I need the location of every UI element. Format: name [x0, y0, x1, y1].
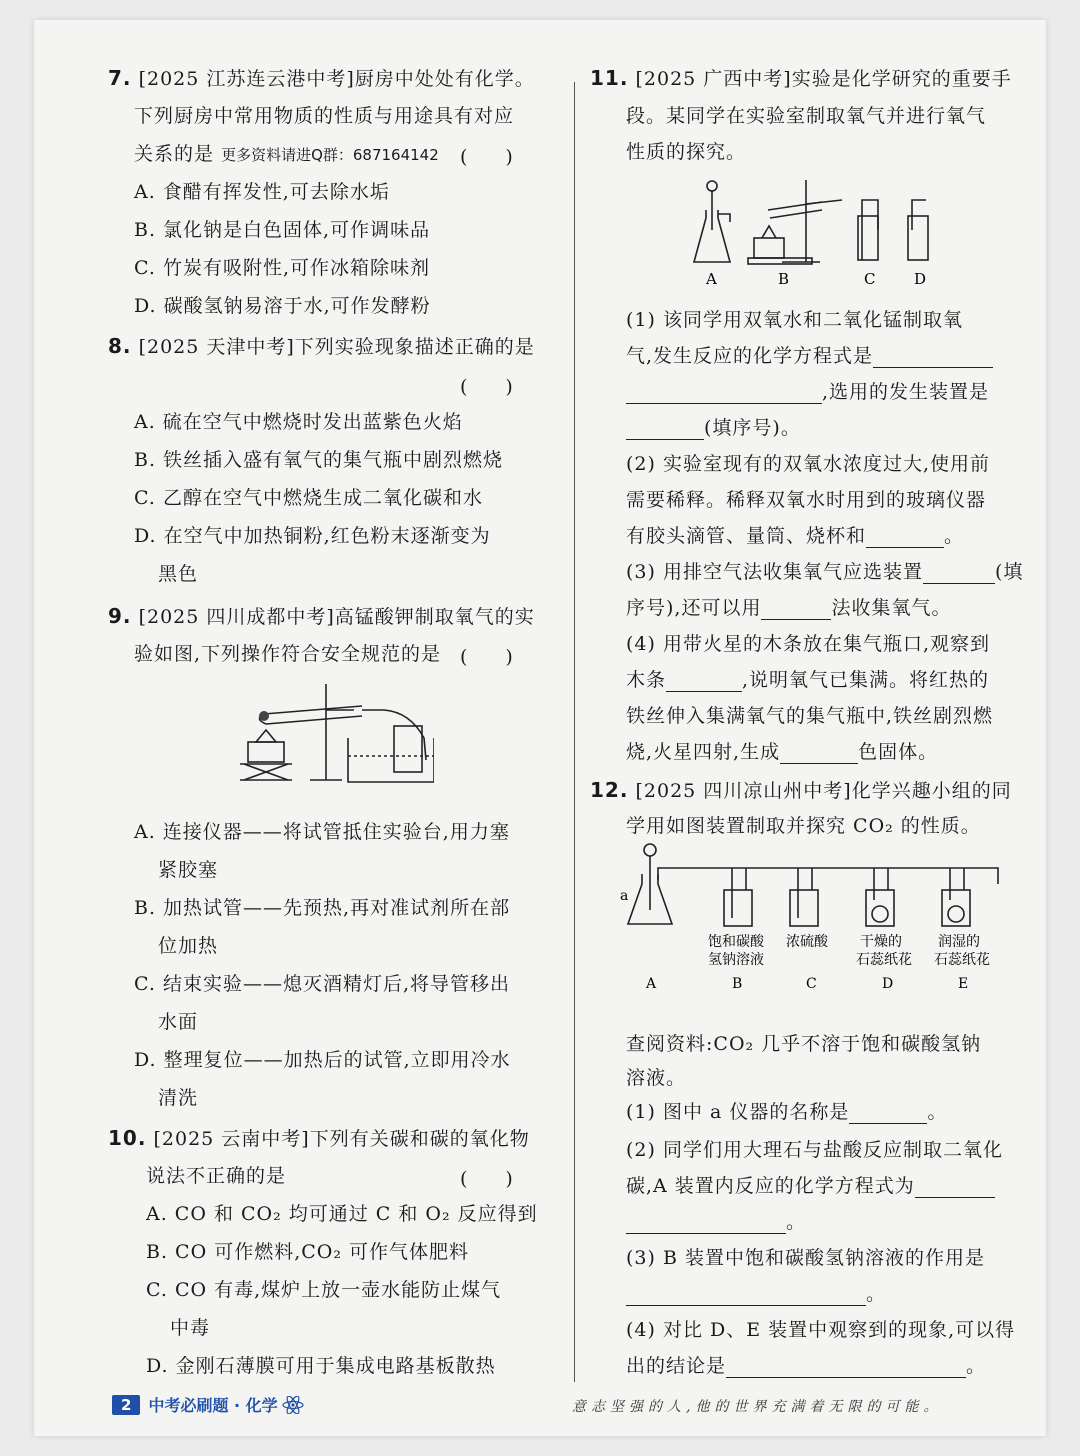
question-source: [2025 广西中考]: [635, 68, 792, 90]
question-source: [2025 江苏连云港中考]: [138, 68, 355, 90]
q10-option-c-cont: 中毒: [170, 1317, 211, 1339]
q12-part2-line2: [626, 1174, 995, 1198]
q11-part1-line1: (1) 该同学用双氧水和二氧化锰制取氧: [626, 309, 963, 331]
q11-part1-line2: [626, 344, 993, 368]
q7-line2: 下列厨房中常用物质的性质与用途具有对应: [134, 105, 515, 127]
q11-part3-line1: [626, 560, 1023, 584]
answer-blank[interactable]: [626, 419, 704, 440]
potassium-permanganate-apparatus-figure: [234, 680, 434, 790]
caption-d-line2: 石蕊纸花: [856, 952, 912, 968]
caption-b-line1: 饱和碳酸: [708, 934, 764, 950]
co2-apparatus-figure: [620, 840, 1020, 1020]
text: 序号),还可以用: [626, 597, 762, 619]
text: (填序号)。: [704, 417, 801, 439]
caption-e-line2: 石蕊纸花: [934, 952, 990, 968]
text: 。: [944, 525, 965, 547]
q7-option-a: A. 食醋有挥发性,可去除水垢: [134, 181, 390, 203]
q8-option-b: B. 铁丝插入盛有氧气的集气瓶中剧烈燃烧: [134, 449, 504, 471]
q12-line1: [590, 778, 1012, 803]
answer-blank[interactable]: [923, 563, 995, 584]
answer-blank[interactable]: [849, 1103, 927, 1124]
answer-blank[interactable]: [726, 1357, 966, 1378]
caption-d-line1: 干燥的: [860, 934, 902, 950]
figure-label-a: A: [706, 270, 717, 288]
q10-option-c: C. CO 有毒,煤炉上放一壶水能防止煤气: [146, 1279, 502, 1301]
q11-part2-line1: (2) 实验室现有的双氧水浓度过大,使用前: [626, 453, 990, 475]
q11-line3: 性质的探究。: [626, 141, 747, 163]
caption-e-line1: 润湿的: [938, 934, 980, 950]
q9-option-b: B. 加热试管——先预热,再对准试剂所在部: [134, 897, 511, 919]
q12-part3-line1: (3) B 装置中饱和碳酸氢钠溶液的作用是: [626, 1247, 985, 1269]
question-stem: 下列有关碳和碳的氧化物: [309, 1128, 530, 1150]
page-number: 2: [112, 1395, 140, 1415]
question-number: 8.: [108, 334, 132, 358]
document-page: [34, 20, 1046, 1436]
question-number: 10.: [108, 1126, 147, 1150]
q9-option-c: C. 结束实验——熄灭酒精灯后,将导管移出: [134, 973, 510, 995]
q9-line2: 验如图,下列操作符合安全规范的是: [134, 643, 442, 665]
figure-letter-e: E: [958, 976, 969, 992]
question-stem: 化学兴趣小组的同: [851, 780, 1012, 802]
q9-line1: [108, 604, 535, 629]
q12-part2-line3: [626, 1210, 806, 1234]
q9-option-b-cont: 位加热: [158, 935, 219, 957]
footer-motto: 意志坚强的人,他的世界充满着无限的可能。: [572, 1399, 943, 1415]
q11-part3-line2: [626, 596, 951, 620]
answer-blank[interactable]: [761, 599, 831, 620]
instrument-a-label: a: [620, 888, 629, 904]
answer-paren: ( ): [460, 146, 513, 168]
q9-option-d-cont: 清洗: [158, 1087, 199, 1109]
answer-blank[interactable]: [626, 1285, 866, 1306]
text: (3) 用排空气法收集氧气应选装置: [626, 561, 923, 583]
q10-option-b: B. CO 可作燃料,CO₂ 可作气体肥料: [146, 1241, 470, 1263]
text: 气,发生反应的化学方程式是: [626, 345, 874, 367]
q8-line1: [108, 334, 535, 359]
answer-blank[interactable]: [626, 383, 822, 404]
answer-blank[interactable]: [780, 743, 858, 764]
question-source: [2025 云南中考]: [153, 1128, 310, 1150]
text: (1) 图中 a 仪器的名称是: [626, 1101, 850, 1123]
q11-part4-line2: [626, 668, 989, 692]
q12-part2-line1: (2) 同学们用大理石与盐酸反应制取二氧化: [626, 1139, 1003, 1161]
q7-option-c: C. 竹炭有吸附性,可作冰箱除味剂: [134, 257, 430, 279]
answer-blank[interactable]: [915, 1177, 995, 1198]
figure-letter-d: D: [882, 976, 894, 992]
text: 碳,A 装置内反应的化学方程式为: [626, 1175, 915, 1197]
q12-info-line1: 查阅资料:CO₂ 几乎不溶于饱和碳酸氢钠: [626, 1033, 982, 1055]
q12-part3-line2: [626, 1282, 886, 1306]
text: 。: [866, 1283, 887, 1305]
text: (填: [994, 561, 1024, 583]
q11-part2-line3: [626, 524, 964, 548]
caption-b-line2: 氢钠溶液: [708, 952, 764, 968]
caption-c-line1: 浓硫酸: [786, 934, 828, 950]
question-source: [2025 四川凉山州中考]: [635, 780, 852, 802]
question-source: [2025 四川成都中考]: [138, 606, 335, 628]
text: 色固体。: [858, 741, 939, 763]
watermark-text: 更多资料请进Q群：687164142: [221, 146, 439, 164]
q11-part2-line2: 需要稀释。稀释双氧水时用到的玻璃仪器: [626, 489, 987, 511]
oxygen-apparatus-figure: [690, 170, 940, 292]
q10-option-a: A. CO 和 CO₂ 均可通过 C 和 O₂ 反应得到: [146, 1203, 538, 1225]
q8-option-c: C. 乙醇在空气中燃烧生成二氧化碳和水: [134, 487, 483, 509]
text: 。: [786, 1211, 807, 1233]
q10-option-d: D. 金刚石薄膜可用于集成电路基板散热: [146, 1355, 496, 1377]
column-divider: [574, 82, 575, 1382]
figure-label-d: D: [914, 270, 927, 288]
q11-part1-line4: [626, 416, 801, 440]
figure-label-c: C: [864, 270, 876, 288]
question-stem: 实验是化学研究的重要手: [791, 68, 1012, 90]
q7-line3: [134, 142, 439, 167]
q11-part1-line3: [626, 380, 989, 404]
question-stem: 厨房中处处有化学。: [354, 68, 535, 90]
q9-option-a: A. 连接仪器——将试管抵住实验台,用力塞: [134, 821, 510, 843]
q7-line1: [108, 66, 535, 91]
text: 。: [966, 1355, 987, 1377]
question-stem: 高锰酸钾制取氧气的实: [334, 606, 535, 628]
book-title: 中考必刷题 · 化学: [148, 1396, 278, 1415]
q8-option-a: A. 硫在空气中燃烧时发出蓝紫色火焰: [134, 411, 463, 433]
question-number: 9.: [108, 604, 132, 628]
figure-letter-a: A: [646, 976, 657, 992]
q12-line2: 学用如图装置制取并探究 CO₂ 的性质。: [626, 815, 981, 837]
answer-blank[interactable]: [666, 671, 742, 692]
question-stem: 关系的是: [134, 143, 215, 165]
question-number: 12.: [590, 778, 629, 802]
text: 法收集氧气。: [831, 597, 952, 619]
q11-part4-line4: [626, 740, 938, 764]
answer-blank[interactable]: [866, 527, 944, 548]
figure-letter-b: B: [732, 976, 743, 992]
q11-line2: 段。某同学在实验室制取氧气并进行氧气: [626, 105, 987, 127]
q11-part4-line1: (4) 用带火星的木条放在集气瓶口,观察到: [626, 633, 990, 655]
q10-line1: [108, 1126, 530, 1151]
text: 。: [927, 1101, 948, 1123]
q12-part4-line1: (4) 对比 D、E 装置中观察到的现象,可以得: [626, 1319, 1016, 1341]
answer-paren: ( ): [460, 376, 513, 398]
text: 烧,火星四射,生成: [626, 741, 781, 763]
text: ,选用的发生装置是: [822, 381, 990, 403]
q8-option-d-cont: 黑色: [158, 563, 199, 585]
q12-part4-line2: [626, 1354, 986, 1378]
q12-info-line2: 溶液。: [626, 1067, 687, 1089]
answer-paren: ( ): [460, 646, 513, 668]
question-source: [2025 天津中考]: [138, 336, 295, 358]
q11-line1: [590, 66, 1012, 91]
text: 有胶头滴管、量筒、烧杯和: [626, 525, 867, 547]
question-number: 11.: [590, 66, 629, 90]
q7-option-b: B. 氯化钠是白色固体,可作调味品: [134, 219, 431, 241]
q12-part1: [626, 1100, 947, 1124]
question-number: 7.: [108, 66, 132, 90]
text: 出的结论是: [626, 1355, 727, 1377]
figure-label-b: B: [778, 270, 790, 288]
q9-option-a-cont: 紧胶塞: [158, 859, 219, 881]
answer-blank[interactable]: [873, 347, 993, 368]
page-footer: [112, 1393, 304, 1416]
q9-option-d: D. 整理复位——加热后的试管,立即用冷水: [134, 1049, 511, 1071]
figure-letter-c: C: [806, 976, 817, 992]
q11-part4-line3: 铁丝伸入集满氧气的集气瓶中,铁丝剧烈燃: [626, 705, 994, 727]
q8-option-d: D. 在空气中加热铜粉,红色粉末逐渐变为: [134, 525, 491, 547]
answer-paren: ( ): [460, 1168, 513, 1190]
q10-line2: 说法不正确的是: [146, 1165, 287, 1187]
q7-option-d: D. 碳酸氢钠易溶于水,可作发酵粉: [134, 295, 431, 317]
text: 木条: [626, 669, 667, 691]
text: ,说明氧气已集满。将红热的: [742, 669, 990, 691]
q9-option-c-cont: 水面: [158, 1011, 199, 1033]
atom-icon: [282, 1396, 304, 1414]
answer-blank[interactable]: [626, 1213, 786, 1234]
question-stem: 下列实验现象描述正确的是: [294, 336, 535, 358]
